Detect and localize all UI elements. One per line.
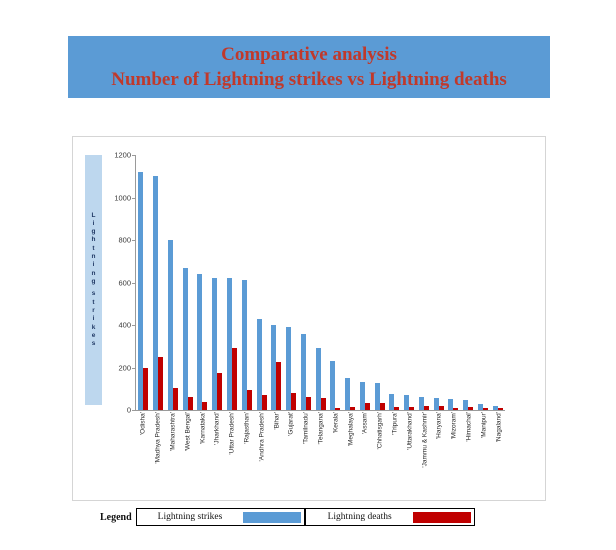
legend-label-deaths: Lightning deaths	[327, 512, 392, 522]
bar-group	[357, 155, 372, 410]
y-tick-mark	[132, 240, 135, 241]
bar-group	[431, 155, 446, 410]
y-tick-mark	[132, 283, 135, 284]
bar-lightning-strikes	[345, 378, 350, 410]
x-tick: 'Andhra Pradesh'	[258, 412, 266, 462]
bar-lightning-strikes	[330, 361, 335, 410]
top-notch	[300, 2, 314, 8]
bar-lightning-strikes	[168, 240, 173, 410]
bar-lightning-deaths	[439, 406, 444, 410]
y-tick-mark	[132, 155, 135, 156]
x-tick: 'Haryana'	[435, 412, 443, 440]
title-line-1: Comparative analysis	[221, 43, 397, 65]
x-tick: 'Jharkhand'	[213, 412, 221, 445]
bar-group	[372, 155, 387, 410]
x-tick: 'Telangana'	[317, 412, 325, 445]
legend-label-strikes: Lightning strikes	[157, 512, 223, 522]
legend-swatch-deaths	[413, 512, 471, 523]
y-tick: 1000	[114, 193, 131, 202]
y-tick-mark	[132, 368, 135, 369]
y-tick-mark	[132, 410, 135, 411]
bar-lightning-deaths	[394, 407, 399, 410]
bar-group	[284, 155, 299, 410]
bar-group	[417, 155, 432, 410]
bar-lightning-deaths	[291, 393, 296, 410]
bar-lightning-deaths	[247, 390, 252, 410]
bar-group	[298, 155, 313, 410]
x-tick: 'Mizoram'	[450, 412, 458, 440]
x-tick: 'Jammu & Kashmir'	[421, 412, 429, 468]
y-axis-title: L i g h t n i n g s t r i k e s	[85, 155, 102, 405]
y-tick: 0	[126, 405, 131, 415]
bar-lightning-deaths	[453, 408, 458, 410]
x-tick: 'Manipur'	[480, 412, 488, 438]
bar-lightning-deaths	[217, 373, 222, 410]
bar-group	[180, 155, 195, 410]
bar-lightning-deaths	[321, 398, 326, 410]
bar-lightning-deaths	[468, 407, 473, 410]
x-tick: 'Kerala'	[332, 412, 340, 434]
legend	[100, 508, 475, 526]
bar-group	[461, 155, 476, 410]
x-tick: 'Tripura'	[391, 412, 399, 435]
bar-group	[166, 155, 181, 410]
bar-group	[490, 155, 505, 410]
bar-group	[476, 155, 491, 410]
bar-lightning-strikes	[197, 274, 202, 410]
bar-lightning-deaths	[173, 388, 178, 410]
bar-lightning-deaths	[365, 403, 370, 410]
bar-lightning-deaths	[276, 362, 281, 410]
bar-lightning-strikes	[183, 268, 188, 410]
x-tick: 'Himachal'	[465, 412, 473, 442]
bar-lightning-deaths	[498, 408, 503, 410]
x-tick: 'Nagaland'	[495, 412, 503, 443]
bar-lightning-deaths	[158, 357, 163, 410]
x-tick: 'Madhya Pradesh'	[154, 412, 162, 464]
bar-lightning-deaths	[483, 408, 488, 410]
bar-lightning-deaths	[188, 397, 193, 410]
legend-entry-deaths	[305, 508, 475, 526]
title-line-2: Number of Lightning strikes vs Lightning deaths	[111, 68, 507, 90]
bar-group	[151, 155, 166, 410]
y-tick: 1200	[114, 150, 131, 160]
title-banner	[68, 36, 550, 98]
bar-group	[446, 155, 461, 410]
bar-lightning-deaths	[350, 407, 355, 410]
bar-group	[239, 155, 254, 410]
x-tick: 'Assam'	[361, 412, 369, 435]
bar-group	[402, 155, 417, 410]
bar-group	[210, 155, 225, 410]
x-tick: 'Meghalaya'	[347, 412, 355, 447]
x-tick: 'Gujarat'	[287, 412, 295, 436]
chart-frame	[72, 136, 546, 501]
x-tick: 'Uttar Pradesh'	[228, 412, 236, 455]
bar-group	[254, 155, 269, 410]
x-tick: 'Tamilnadu'	[302, 412, 310, 445]
y-tick-mark	[132, 198, 135, 199]
y-tick: 400	[118, 320, 131, 330]
bar-lightning-deaths	[335, 408, 340, 410]
x-tick: 'Chhatisgarh'	[376, 412, 384, 450]
bar-lightning-deaths	[409, 407, 414, 410]
bar-lightning-deaths	[143, 368, 148, 411]
x-tick: 'Rajasthan'	[243, 412, 251, 444]
x-tick: 'Uttarakhand'	[406, 412, 414, 450]
x-tick: 'Maharashtra'	[169, 412, 177, 451]
bar-lightning-deaths	[306, 397, 311, 410]
x-tick: 'Odisha'	[139, 412, 147, 436]
y-tick-mark	[132, 325, 135, 326]
y-tick: 200	[118, 363, 131, 372]
y-tick: 600	[118, 278, 131, 287]
bar-group	[328, 155, 343, 410]
x-tick: 'West Bengal'	[184, 412, 192, 452]
y-tick: 800	[118, 235, 131, 245]
bar-groups	[136, 155, 505, 410]
x-tick: 'Bihar'	[273, 412, 281, 430]
bar-group	[136, 155, 151, 410]
bar-group	[195, 155, 210, 410]
bar-lightning-deaths	[424, 406, 429, 410]
x-axis-line	[135, 410, 505, 411]
bar-lightning-deaths	[262, 395, 267, 410]
bar-group	[387, 155, 402, 410]
legend-swatch-strikes	[243, 512, 301, 523]
legend-entry-strikes	[136, 508, 306, 526]
bar-group	[343, 155, 358, 410]
bar-lightning-deaths	[232, 348, 237, 410]
x-tick: 'Karnataka'	[199, 412, 207, 445]
bar-group	[313, 155, 328, 410]
bar-lightning-deaths	[380, 403, 385, 410]
legend-title: Legend	[100, 511, 132, 523]
bar-lightning-deaths	[202, 402, 207, 411]
bar-group	[269, 155, 284, 410]
x-tick-labels	[136, 412, 506, 496]
plot-area	[114, 150, 505, 415]
bar-group	[225, 155, 240, 410]
